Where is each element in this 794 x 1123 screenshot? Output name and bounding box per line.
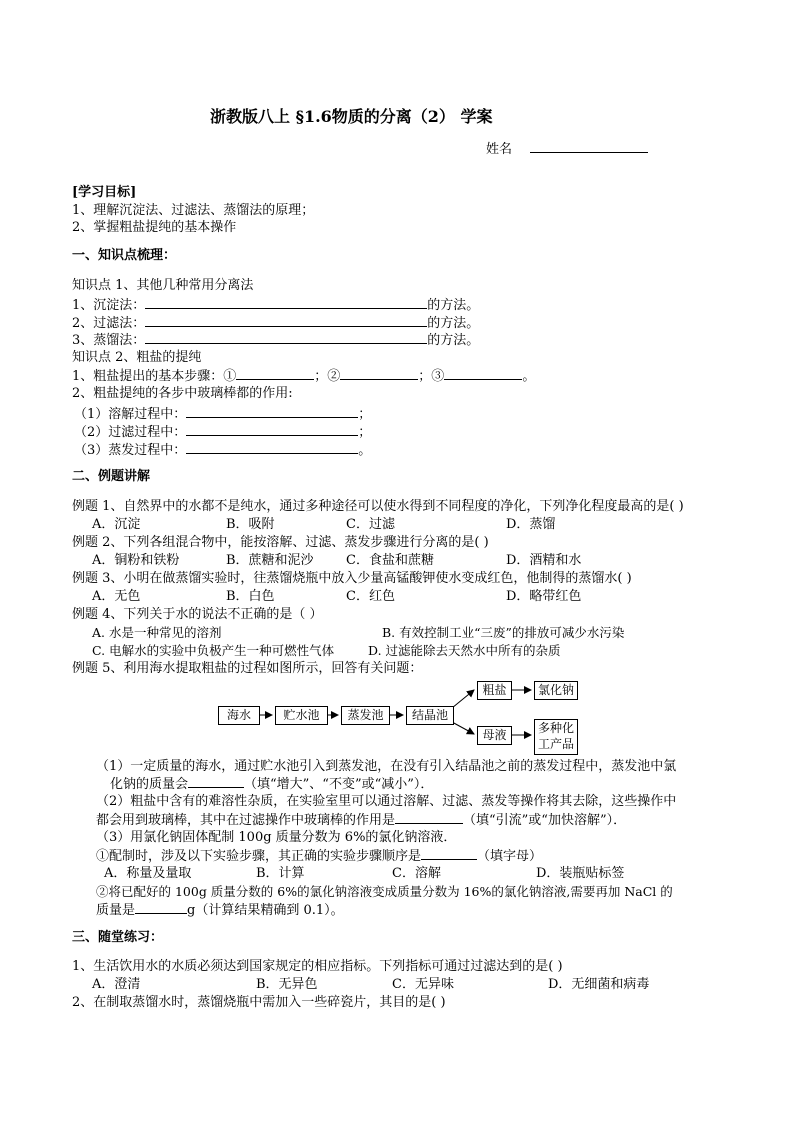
- k2-q2: 2、粗盐提纯的各步中玻璃棒都的作用:: [72, 386, 293, 401]
- question-1b: 化钠的质量会 （填“增大”、“不变”或“减小”）．: [110, 777, 434, 792]
- goal-item: 2、掌握粗盐提纯的基本操作: [72, 220, 237, 235]
- option[interactable]: B．计算: [256, 866, 305, 881]
- option[interactable]: D. 过滤能除去天然水中所有的杂质: [368, 643, 561, 658]
- section2-heading: 二、例题讲解: [72, 469, 151, 484]
- option[interactable]: A．沉淀: [92, 517, 141, 532]
- k2-role-2: （2）过滤过程中： ；: [74, 425, 372, 440]
- option[interactable]: B．蔗糖和泥沙: [226, 553, 314, 568]
- option[interactable]: C．食盐和蔗糖: [346, 553, 434, 568]
- option[interactable]: C．红色: [346, 589, 395, 604]
- option[interactable]: A．铜粉和铁粉: [92, 553, 180, 568]
- example-3: 例题 3、小明在做蒸馏实验时，往蒸馏烧瓶中放入少量高锰酸钾使水变成红色，他制得的蒸馏水( ): [72, 571, 632, 586]
- option[interactable]: A. 水是一种常见的溶剂: [92, 625, 222, 640]
- blank[interactable]: [395, 811, 463, 824]
- k1-item-3: 3、蒸馏法： 的方法。: [72, 333, 480, 348]
- flow-crude-salt: 粗盐: [477, 681, 512, 700]
- k1-item-2: 2、过滤法： 的方法。: [72, 316, 480, 331]
- option[interactable]: D．略带红色: [506, 589, 582, 604]
- question-3-2a: ②将已配好的 100g 质量分数的 6%的氯化钠溶液变成质量分数为 16%的氯化钠溶液,需要再加 NaCl 的: [96, 884, 673, 899]
- flow-crystallization-pond: 结晶池: [406, 706, 454, 725]
- section1-heading: 一、知识点梳理：: [72, 248, 177, 263]
- option[interactable]: C．无异味: [392, 977, 454, 992]
- k1-item-1: 1、沉淀法： 的方法。: [72, 298, 480, 313]
- k2-title: 知识点 2、粗盐的提纯: [72, 350, 202, 365]
- practice-1: 1、生活饮用水的水质必须达到国家规定的相应指标。下列指标可通过过滤达到的是( ): [72, 959, 563, 974]
- option[interactable]: B．无异色: [256, 977, 318, 992]
- flow-sodium-chloride: 氯化钠: [534, 681, 578, 700]
- option[interactable]: B．白色: [226, 589, 275, 604]
- flow-seawater: 海水: [218, 706, 260, 725]
- k2-role-1: （1）溶解过程中： ；: [74, 407, 372, 422]
- option[interactable]: B. 有效控制工业“三废”的排放可减少水污染: [382, 625, 625, 640]
- flow-reservoir: 贮水池: [275, 706, 328, 725]
- question-2b: 都会用到玻璃棒，其中在过滤操作中玻璃棒的作用是 （填“引流”或“加快溶解”）．: [96, 813, 627, 828]
- option[interactable]: D．无细菌和病毒: [548, 977, 650, 992]
- example-4: 例题 4、下列关于水的说法不正确的是（ ）: [72, 607, 323, 622]
- flow-chemical-products: 多种化 工产品: [534, 719, 578, 755]
- example-1: 例题 1、自然界中的水都不是纯水，通过多种途径可以使水得到不同程度的净化，下列净化程度最高的是( ): [72, 499, 684, 514]
- option[interactable]: A．称量及量取: [104, 866, 192, 881]
- k2-steps: 1、粗盐提出的基本步骤：① ；② ；③ 。: [72, 369, 536, 384]
- blank[interactable]: [421, 847, 477, 860]
- blank[interactable]: [188, 775, 244, 788]
- example-2: 例题 2、下列各组混合物中，能按溶解、过滤、蒸发步骤进行分离的是( ): [72, 535, 489, 550]
- option[interactable]: A．澄清: [92, 977, 141, 992]
- example-5: 例题 5、利用海水提取粗盐的过程如图所示，回答有关问题：: [72, 661, 423, 676]
- page-title: 浙教版八上 §1.6物质的分离（2） 学案: [210, 107, 493, 126]
- question-3: （3）用氯化钠固体配制 100g 质量分数为 6%的氯化钠溶液．: [96, 830, 457, 845]
- flow-mother-liquor: 母液: [477, 726, 512, 745]
- option[interactable]: A．无色: [92, 589, 141, 604]
- option[interactable]: D．蒸馏: [506, 517, 556, 532]
- name-label: 姓名: [486, 142, 513, 157]
- option[interactable]: D．装瓶贴标签: [536, 866, 625, 881]
- flow-evaporation-pond: 蒸发池: [341, 706, 390, 725]
- question-2a: （2）粗盐中含有的难溶性杂质，在实验室里可以通过溶解、过滤、蒸发等操作将其去除，这些操作中: [96, 794, 677, 809]
- k1-title: 知识点 1、其他几种常用分离法: [72, 278, 254, 293]
- question-1a: （1）一定质量的海水，通过贮水池引入到蒸发池，在没有引入结晶池之前的蒸发过程中，蒸发池中氯: [96, 759, 677, 774]
- k2-role-3: （3）蒸发过程中： 。: [74, 443, 372, 458]
- option[interactable]: C．溶解: [392, 866, 441, 881]
- question-3-2b: 质量是 g（计算结果精确到 0.1）。: [96, 903, 344, 918]
- question-3-1: ①配制时，涉及以下实验步骤，其正确的实验步骤顺序是 （填字母）: [96, 849, 543, 864]
- blank[interactable]: [135, 901, 187, 914]
- goals-heading: [学习目标]: [72, 185, 137, 200]
- option[interactable]: C. 电解水的实验中负极产生一种可燃性气体: [92, 643, 335, 658]
- option[interactable]: C．过滤: [346, 517, 395, 532]
- practice-2: 2、在制取蒸馏水时，蒸馏烧瓶中需加入一些碎瓷片，其目的是( ): [72, 995, 446, 1010]
- option[interactable]: B．吸附: [226, 517, 275, 532]
- option[interactable]: D．酒精和水: [506, 553, 582, 568]
- section3-heading: 三、随堂练习：: [72, 930, 164, 945]
- goal-item: 1、理解沉淀法、过滤法、蒸馏法的原理；: [72, 203, 315, 218]
